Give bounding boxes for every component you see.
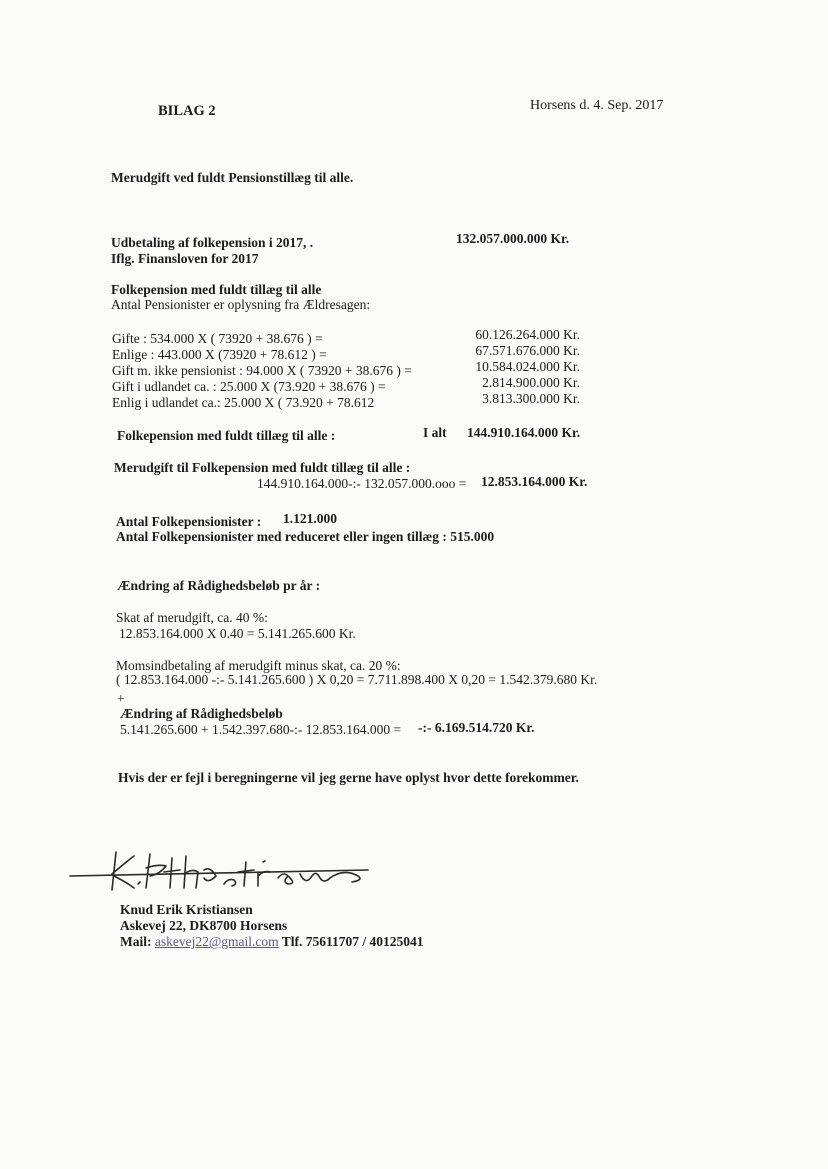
moms-label: Momsindbetaling af merudgift minus skat, ca. 20 %:: [116, 658, 401, 673]
handwritten-signature: [68, 848, 378, 896]
antal-reduceret: Antal Folkepensionister med reduceret eller ingen tillæg : 515.000: [116, 529, 495, 544]
contact-line: [120, 934, 424, 950]
total-label: Folkepension med fuldt tillæg til alle :: [117, 428, 336, 443]
skat-calc: 12.853.164.000 X 0.40 = 5.141.265.600 Kr.: [119, 626, 356, 641]
plus-sign: +: [117, 691, 125, 706]
signer-address: Askevej 22, DK8700 Horsens: [120, 918, 288, 933]
row-amount-gift-ikke-pensionist: 10.584.024.000 Kr.: [475, 359, 580, 374]
udbetaling-source: Iflg. Finansloven for 2017: [111, 251, 259, 266]
moms-calc: ( 12.853.164.000 -:- 5.141.265.600 ) X 0,20 = 7.711.898.400 X 0,20 = 1.542.379.680 Kr.: [116, 672, 598, 687]
folkepension-title: Folkepension med fuldt tillæg til alle: [111, 282, 322, 297]
row-label-gift-udlandet: Gift i udlandet ca. : 25.000 X (73.920 + 38.676 ) =: [112, 379, 386, 394]
total-amount: 144.910.164.000 Kr.: [467, 425, 581, 440]
bilag-label: BILAG 2: [158, 103, 216, 119]
merudgift-result: 12.853.164.000 Kr.: [481, 474, 588, 489]
row-amount-enlig-udlandet: 3.813.300.000 Kr.: [482, 391, 580, 406]
antal-value: 1.121.000: [283, 511, 337, 526]
row-label-enlige: Enlige : 443.000 X (73920 + 78.612 ) =: [112, 347, 327, 362]
merudgift-label: Merudgift til Folkepension med fuldt tillæg til alle :: [114, 460, 411, 475]
phone-number: Tlf. 75611707 / 40125041: [281, 934, 424, 949]
aendring-sub-result: -:- 6.169.514.720 Kr.: [418, 720, 535, 735]
signer-name: Knud Erik Kristiansen: [120, 902, 253, 917]
aendring-sub-calc: 5.141.265.600 + 1.542.397.680-:- 12.853.164.000 =: [120, 722, 402, 737]
row-label-gifte: Gifte : 534.000 X ( 73920 + 38.676 ) =: [112, 331, 323, 346]
mail-label: Mail:: [120, 934, 152, 949]
udbetaling-label: Udbetaling af folkepension i 2017, .: [111, 235, 314, 250]
merudgift-calc: 144.910.164.000-:- 132.057.000.ooo =: [257, 476, 467, 491]
udbetaling-amount: 132.057.000.000 Kr.: [456, 231, 570, 246]
place-date: Horsens d. 4. Sep. 2017: [530, 98, 664, 113]
row-amount-gifte: 60.126.264.000 Kr.: [475, 327, 580, 342]
aendring-title: Ændring af Rådighedsbeløb pr år :: [117, 578, 321, 593]
email-link[interactable]: askevej22@gmail.com: [154, 934, 279, 949]
row-label-enlig-udlandet: Enlig i udlandet ca.: 25.000 X ( 73.920 + 78.612: [112, 395, 375, 410]
document-heading: Merudgift ved fuldt Pensionstillæg til alle.: [111, 170, 354, 185]
folkepension-subtitle: Antal Pensionister er oplysning fra Ældresagen:: [111, 297, 371, 312]
antal-label: Antal Folkepensionister :: [116, 514, 262, 529]
row-amount-enlige: 67.571.676.000 Kr.: [475, 343, 580, 358]
row-label-gift-ikke-pensionist: Gift m. ikke pensionist : 94.000 X ( 73920 + 38.676 ) =: [112, 363, 412, 378]
skat-label: Skat af merudgift, ca. 40 %:: [116, 610, 268, 625]
row-amount-gift-udlandet: 2.814.900.000 Kr.: [482, 375, 580, 390]
total-word: I alt: [423, 425, 447, 440]
closing-remark: Hvis der er fejl i beregningerne vil jeg gerne have oplyst hvor dette forekommer.: [118, 770, 579, 785]
aendring-sub-title: Ændring af Rådighedsbeløb: [120, 706, 283, 721]
